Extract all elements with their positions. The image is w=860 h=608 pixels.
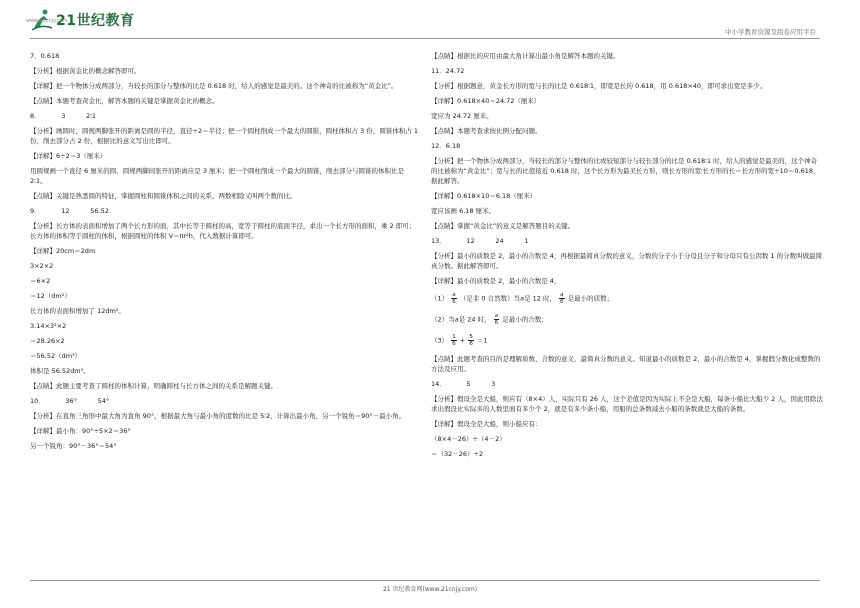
answer-line: 14． 5 3: [431, 379, 496, 388]
text-line: 长方体的表面积增加了 12dm²。: [30, 306, 125, 315]
page-header: [0, 0, 860, 44]
text-line: 宽应该画 6.18 厘米。: [431, 206, 496, 215]
formula-line: （8×4－26）÷（4－2）: [431, 434, 506, 443]
comment-line: 【点睛】关键是熟悉圆的特征，掌握圆柱和圆锥体积之间的关系，两数相除又叫两个数的比。: [30, 191, 297, 200]
platform-name: 中小学教育资源及组卷应用平台: [725, 28, 816, 36]
formula-line: ＝12（dm²）: [30, 291, 71, 300]
answer-line: 10． 36° 54°: [30, 396, 110, 405]
comment-line: 【点睛】此题主要考查了圆柱的体积计算，明确圆柱与长方体之间的关系是解题关键。: [30, 381, 277, 390]
fraction-a-over-6: $\frac{a}{6}$: [452, 292, 456, 305]
answer-line: 8． 3 2∶1: [30, 111, 97, 120]
analysis-line: 【分析】假设全是大船，则应有（8×4）人，实际只有 26 人，这个差值是因为实际上不全是大船，每条小船比大船少 2 人，因此用除法求出假设比实际多的人数里面有多少个 2，就是有多少条小船，用船的总条数减去小船的条数就是大船的条数。: [431, 394, 823, 413]
math-line-3: （3） $\frac{1}{6}$ + $\frac{5}{6}$ ＝1: [431, 334, 488, 347]
math-line-1: （1） $\frac{a}{6}$ （是非 0 自然数）当a是 12 时， $\frac{a}{6}$ 是最小的质数；: [431, 292, 614, 305]
formula-line: 另一个锐角：90°－36°＝54°: [30, 441, 117, 450]
detail-line: 【详解】最小的质数是 2，最小的合数是 4，: [431, 276, 561, 285]
formula-line: ＝56.52（dm³）: [30, 351, 82, 360]
formula-line: 3×2×2: [30, 261, 54, 270]
answer-line: 7．0.618: [30, 51, 60, 60]
answer-line: 13． 12 24 1: [431, 236, 529, 245]
analysis-line: 【分析】根据题意，黄金长方形的宽与长的比是 0.618∶1，即宽是长的 0.618，用 0.618×40，即可求出宽是多少。: [431, 81, 767, 90]
analysis-line: 【分析】画圆时，圆规两脚张开的距离是圆的半径，直径÷2＝半径；把一个圆柱削成一个最大的圆锥，圆柱体积占 3 份，圆锥体积占 1 份，削去部分占 2 份，根据比的意义写出比即可。: [30, 126, 419, 145]
analysis-line: 【分析】根据黄金比的概念解答即可。: [30, 66, 141, 75]
analysis-line: 【分析】在直角三角形中最大角为直角 90°，根据最大角与最小角的度数的比是 5∶2，计算出最小角，另一个锐角＝90°－最小角。: [30, 411, 406, 420]
math-line-2: （2）当a是 24 时， $\frac{a}{6}$ 是最小的合数；: [431, 313, 548, 326]
detail-line: 【详解】把一个物体分成两部分，当较长的部分与整体的比是 0.618 时，给人的感觉是最美的。这个神奇的比被称为“黄金比”。: [30, 81, 398, 90]
analysis-line: 【分析】把一个物体分成两部分，当较长的部分与整体的比或较短部分与较长部分的比是 0.618∶1 时，给人的感觉是最美的，这个神奇的比被称为“黄金比”；宽与长的比值接近 0.618 时，这个长方形为最美长方形，则长方形的宽∶长方形的长＝长方形的宽÷10＝0.618，据此解答。: [431, 156, 820, 185]
text-line: 宽应为 24.72 厘米。: [431, 111, 493, 120]
comment-line: 【点睛】掌握“黄金比”的意义是解答题目的关键。: [431, 221, 575, 230]
fraction-5-over-6: $\frac{5}{6}$: [469, 334, 473, 347]
detail-line: 【详解】20cm＝2dm: [30, 246, 96, 255]
fraction-a-over-6: $\frac{a}{6}$: [494, 313, 499, 326]
detail-line: 【详解】0.618×40＝24.72（厘米）: [431, 96, 541, 105]
detail-line: 【详解】6÷2＝3（厘米）: [30, 151, 107, 160]
text-line: 用圆规画一个直径 6 厘米的圆，圆规两脚间张开的距离应是 3 厘米；把一个圆柱削成一个最大的圆锥，削去部分与圆锥的体积比是 2∶1。: [30, 166, 405, 185]
formula-line: 3.14×3²×2: [30, 321, 67, 330]
detail-line: 【详解】假设全是大船，则小船应有：: [431, 419, 542, 428]
detail-line: 【详解】0.618×10＝6.18（厘米）: [431, 191, 537, 200]
left-column: [30, 48, 420, 453]
comment-line: 【点睛】根据比的应用由最大角计算出最小角是解答本题的关键。: [431, 51, 620, 60]
footer-divider: [30, 580, 820, 581]
logo-subtext: www.21cnjy.com: [26, 18, 68, 24]
comment-line: 【点睛】此题考查的目的是理解质数、合数的意义、最简真分数的意义。知道最小的质数是 2，最小的合数是 4，掌握假分数化成整数的方法及应用。: [431, 354, 821, 373]
comment-line: 【点睛】本题考查求按比例分配问题。: [431, 126, 542, 135]
header-divider: [30, 38, 820, 39]
analysis-line: 【分析】最小的质数是 2，最小的合数是 4，再根据最简真分数的意义，分数的分子小于分母且分子和分母只有公因数 1 的分数叫做最简真分数。据此解答即可。: [431, 251, 823, 270]
right-column: [431, 48, 823, 461]
analysis-line: 【分析】长方体的表面积增加了两个长方形的面，其中长等于圆柱的高，宽等于圆柱的底面半径，求出一个长方形的面积，乘 2 即可；长方体的体积等于圆柱的体积，根据圆柱的体积 V＝πr²h，代入数据计算即可。: [30, 221, 416, 240]
comment-line: 【点睛】本题考查黄金比，解答本题的关键是掌握黄金比的概念。: [30, 96, 219, 105]
answer-line: 12．6.18: [431, 141, 461, 150]
formula-line: ＝28.26×2: [30, 336, 65, 345]
fraction-a-over-6: $\frac{a}{6}$: [560, 292, 564, 305]
formula-line: ＝6×2: [30, 276, 51, 285]
fraction-1-over-6: $\frac{1}{6}$: [452, 334, 456, 347]
formula-line: ＝（32－26）÷2: [431, 449, 484, 458]
page-footer: 21 世纪教育网(www.21cnjy.com): [382, 586, 478, 593]
text-line: 体积是 56.52dm³。: [30, 366, 90, 375]
detail-line: 【详解】最小角：90°÷5×2＝36°: [30, 426, 131, 435]
answer-line: 9． 12 56.52: [30, 206, 109, 215]
logo-text: 21世纪教育: [56, 13, 135, 29]
answer-line: 11．24.72: [431, 66, 465, 75]
